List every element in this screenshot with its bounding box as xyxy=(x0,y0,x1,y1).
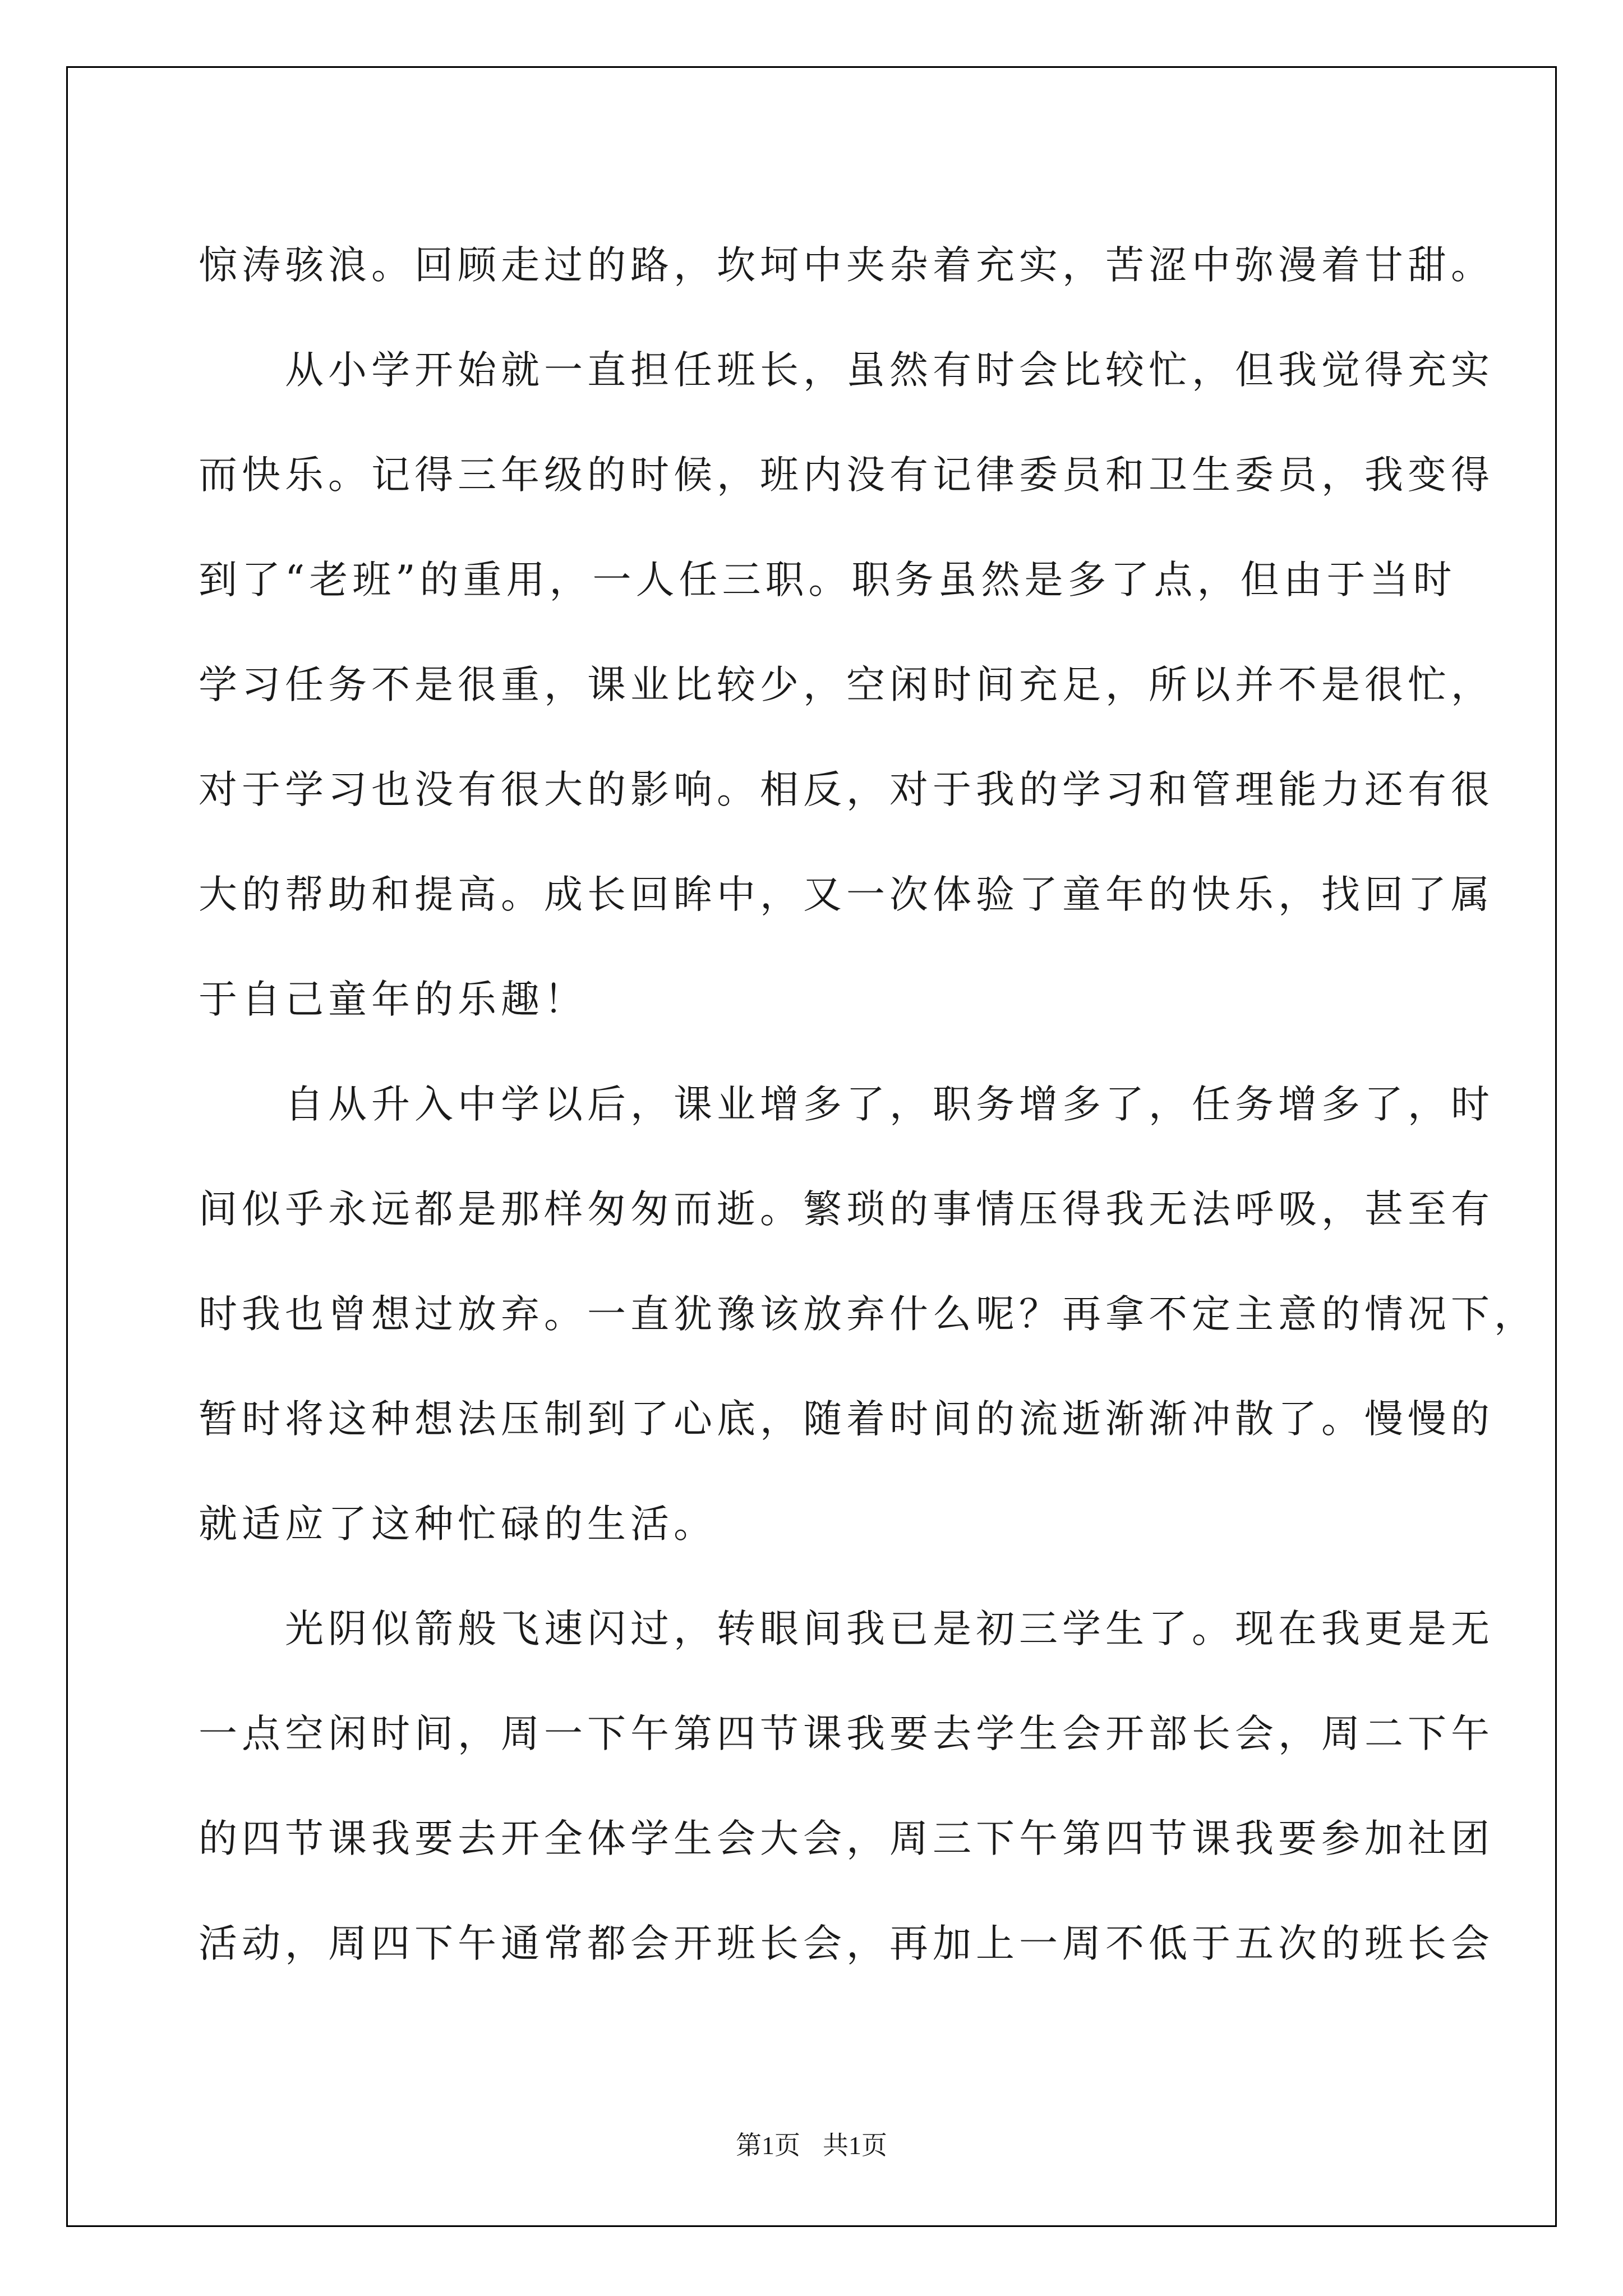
page-footer xyxy=(0,2125,1623,2162)
text-line: 活动，周四下午通常都会开班长会，再加上一周不低于五次的班长会 xyxy=(199,1921,1494,1966)
text-line: 的四节课我要去开全体学生会大会，周三下午第四节课我要参加社团 xyxy=(199,1816,1494,1861)
text-line: 惊涛骇浪。回顾走过的路，坎坷中夹杂着充实，苦涩中弥漫着甘甜。 xyxy=(199,243,1494,288)
text-line: 学习任务不是很重，课业比较少，空闲时间充足，所以并不是很忙， xyxy=(199,662,1494,707)
text-line: 而快乐。记得三年级的时候，班内没有记律委员和卫生委员，我变得 xyxy=(199,453,1494,498)
text-line: 从小学开始就一直担任班长，虽然有时会比较忙，但我觉得充实 xyxy=(199,348,1494,393)
text-line: 一点空闲时间，周一下午第四节课我要去学生会开部长会，周二下午 xyxy=(199,1711,1494,1756)
text-line: 对于学习也没有很大的影响。相反，对于我的学习和管理能力还有很 xyxy=(199,767,1494,812)
document-body xyxy=(199,213,1537,1996)
text-line: 大的帮助和提高。成长回眸中，又一次体验了童年的快乐，找回了属 xyxy=(199,872,1494,917)
text-line: 暂时将这种想法压制到了心底，随着时间的流逝渐渐冲散了。慢慢的 xyxy=(199,1397,1494,1442)
page-number: 第1页 xyxy=(736,2131,800,2160)
page-total: 共1页 xyxy=(823,2131,887,2160)
text-line: 到了“老班”的重用，一人任三职。职务虽然是多了点，但由于当时 xyxy=(199,558,1456,602)
text-line: 光阴似箭般飞速闪过，转眼间我已是初三学生了。现在我更是无 xyxy=(199,1607,1494,1651)
text-line: 就适应了这种忙碌的生活。 xyxy=(199,1502,717,1547)
text-line: 于自己童年的乐趣！ xyxy=(199,977,587,1022)
text-line: 自从升入中学以后，课业增多了，职务增多了，任务增多了，时 xyxy=(199,1082,1494,1127)
text-line: 间似乎永远都是那样匆匆而逝。繁琐的事情压得我无法呼吸，甚至有 xyxy=(199,1187,1494,1232)
text-line: 时我也曾想过放弃。一直犹豫该放弃什么呢？再拿不定主意的情况下， xyxy=(199,1292,1537,1337)
